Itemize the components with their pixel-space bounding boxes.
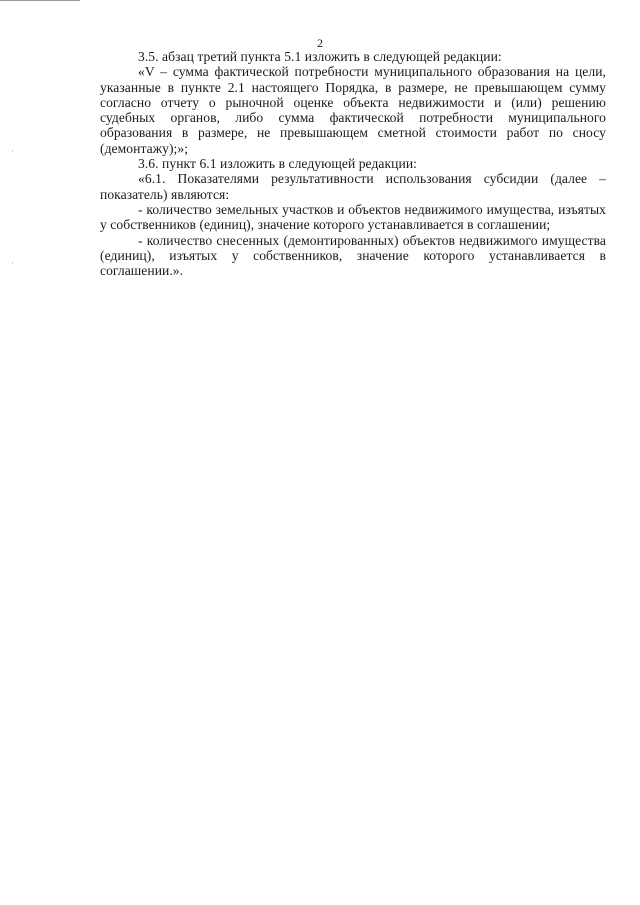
list-item-land-plots: - количество земельных участков и объектов недвижимого имущества, изъятых у собственников (единиц), значение которого устанавливается в соглашении;	[100, 201, 606, 233]
page-number: 2	[317, 36, 323, 50]
paragraph-3-6: 3.6. пункт 6.1 изложить в следующей редакции:	[138, 156, 417, 172]
top-scan-rule	[0, 0, 80, 1]
paragraph-v-definition: «V – сумма фактической потребности муниципального образования на цели, указанные в пункте 2.1 настоящего Порядка, в размере, не превышающем сумму согласно отчету о рыночной оценке объекта недвижимости и (или) решению судебных органов, либо сумма фактической потребности муниципального образования в размере, не превышающем сметной стоимости работ по сносу (демонтажу);»;	[100, 64, 606, 156]
document-body	[100, 49, 606, 278]
list-item-demolished-objects: - количество снесенных (демонтированных) объектов недвижимого имущества (единиц), изъятых у собственников, значение которого устанавливается в соглашении.».	[100, 232, 606, 279]
scan-speck	[12, 262, 13, 264]
scan-speck	[12, 150, 13, 152]
paragraph-6-1: «6.1. Показателями результативности использования субсидии (далее – показатель) являются:	[100, 171, 606, 202]
paragraph-3-5: 3.5. абзац третий пункта 5.1 изложить в следующей редакции:	[138, 49, 502, 64]
